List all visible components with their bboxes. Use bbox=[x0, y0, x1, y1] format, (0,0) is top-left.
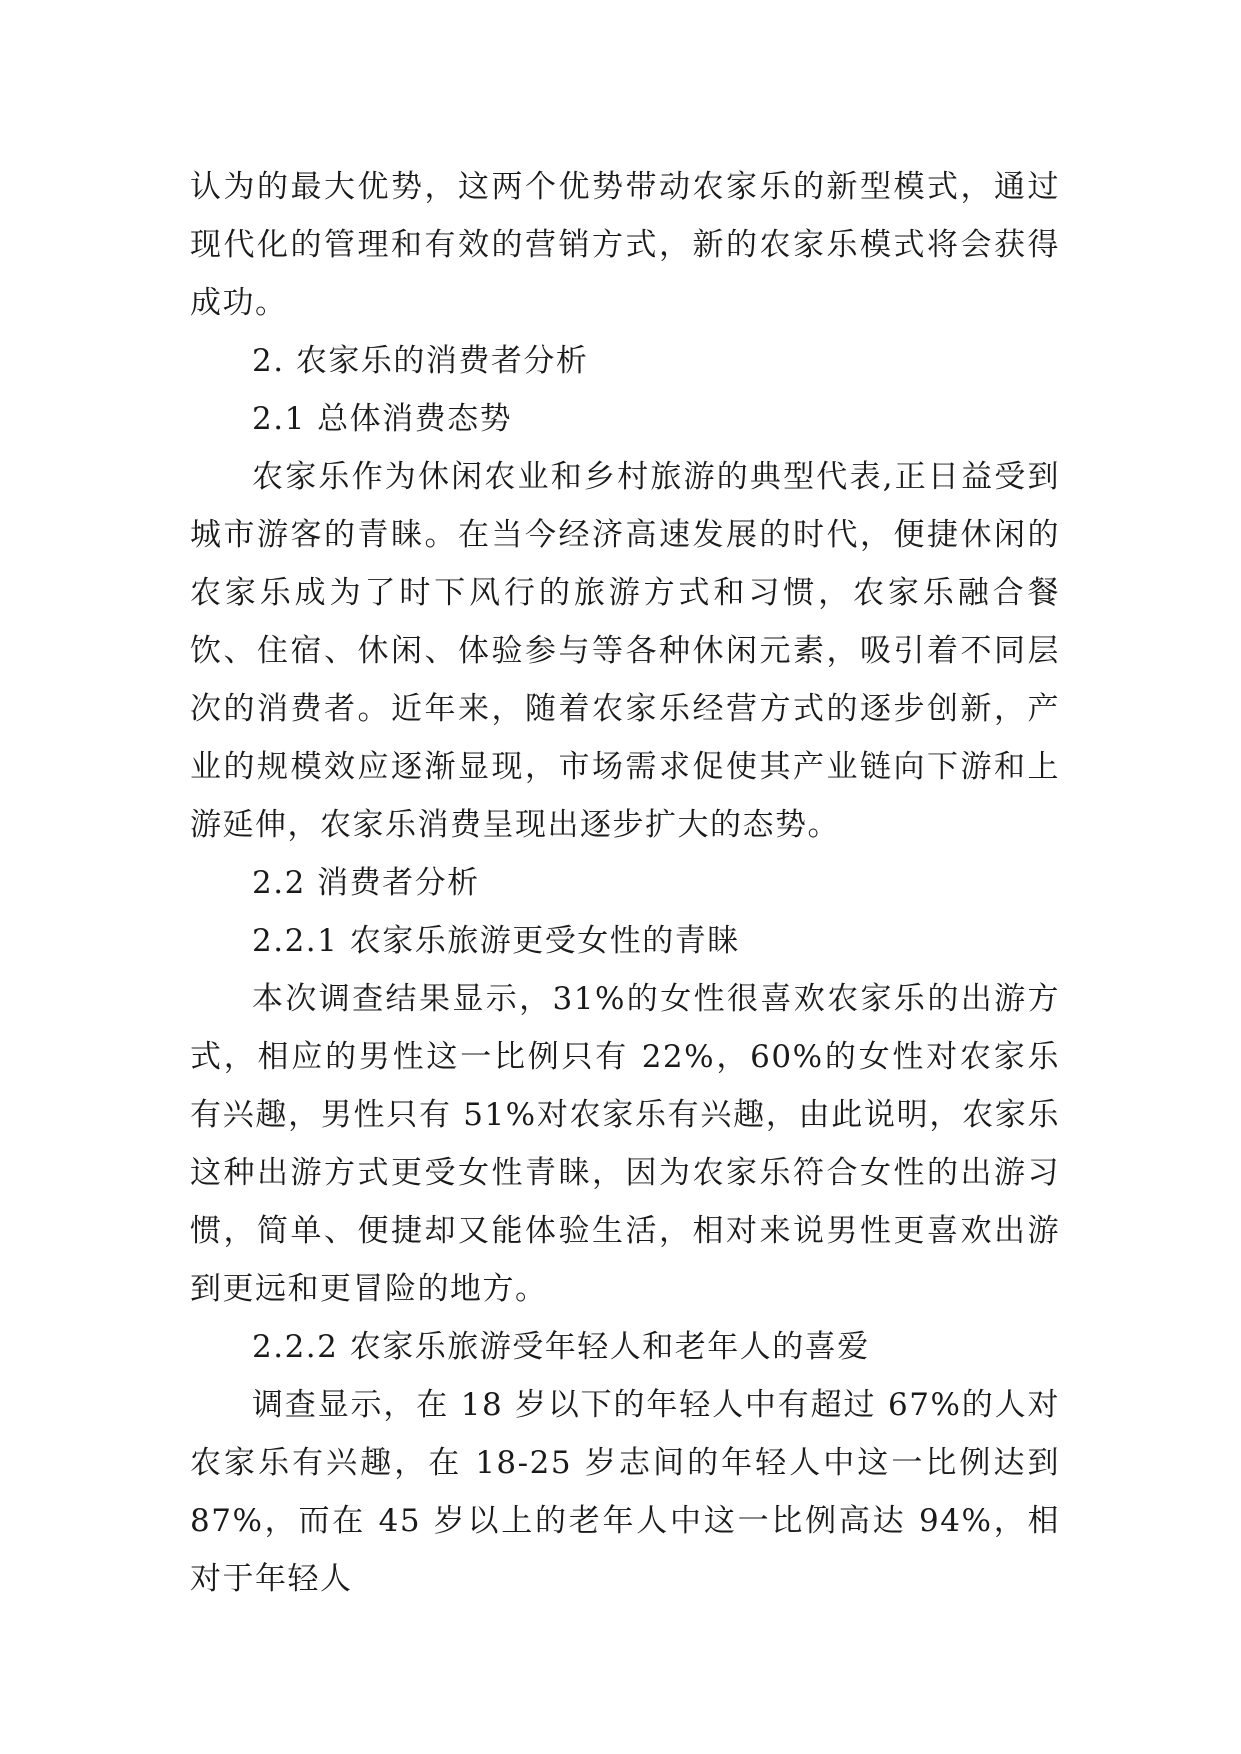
subsection-heading-2-2: 2.2 消费者分析 bbox=[252, 865, 480, 901]
paragraph-overall-trend: 农家乐作为休闲农业和乡村旅游的典型代表,正日益受到城市游客的青睐。在当今经济高速发展的时代，便捷休闲的农家乐成为了时下风行的旅游方式和习惯，农家乐融合餐饮、住宿、休闲、体验参与等各种休闲元素，吸引着不同层次的消费者。近年来，随着农家乐经营方式的逐步创新，产业的规模效应逐渐显现，市场需求促使其产业链向下游和上游延伸，农家乐消费呈现出逐步扩大的态势。 bbox=[190, 459, 1060, 843]
paragraph-continued: 认为的最大优势，这两个优势带动农家乐的新型模式，通过现代化的管理和有效的营销方式，新的农家乐模式将会获得成功。 bbox=[190, 169, 1060, 321]
subsection-heading-2-2-1: 2.2.1 农家乐旅游更受女性的青睐 bbox=[252, 923, 740, 959]
paragraph-age-preference: 调查显示，在 18 岁以下的年轻人中有超过 67%的人对农家乐有兴趣，在 18-25 岁志间的年轻人中这一比例达到 87%，而在 45 岁以上的老年人中这一比例高达 94%，相对于年轻人 bbox=[190, 1387, 1060, 1597]
subsection-heading-2-1: 2.1 总体消费态势 bbox=[252, 401, 513, 437]
paragraph-female-preference: 本次调查结果显示，31%的女性很喜欢农家乐的出游方式，相应的男性这一比例只有 22%，60%的女性对农家乐有兴趣，男性只有 51%对农家乐有兴趣，由此说明，农家乐这种出游方式更受女性青睐，因为农家乐符合女性的出游习惯，简单、便捷却又能体验生活，相对来说男性更喜欢出游到更远和更冒险的地方。 bbox=[190, 981, 1060, 1307]
document-body bbox=[190, 158, 1060, 1608]
section-heading-2: 2. 农家乐的消费者分析 bbox=[252, 343, 589, 379]
subsection-heading-2-2-2: 2.2.2 农家乐旅游受年轻人和老年人的喜爱 bbox=[252, 1329, 870, 1365]
